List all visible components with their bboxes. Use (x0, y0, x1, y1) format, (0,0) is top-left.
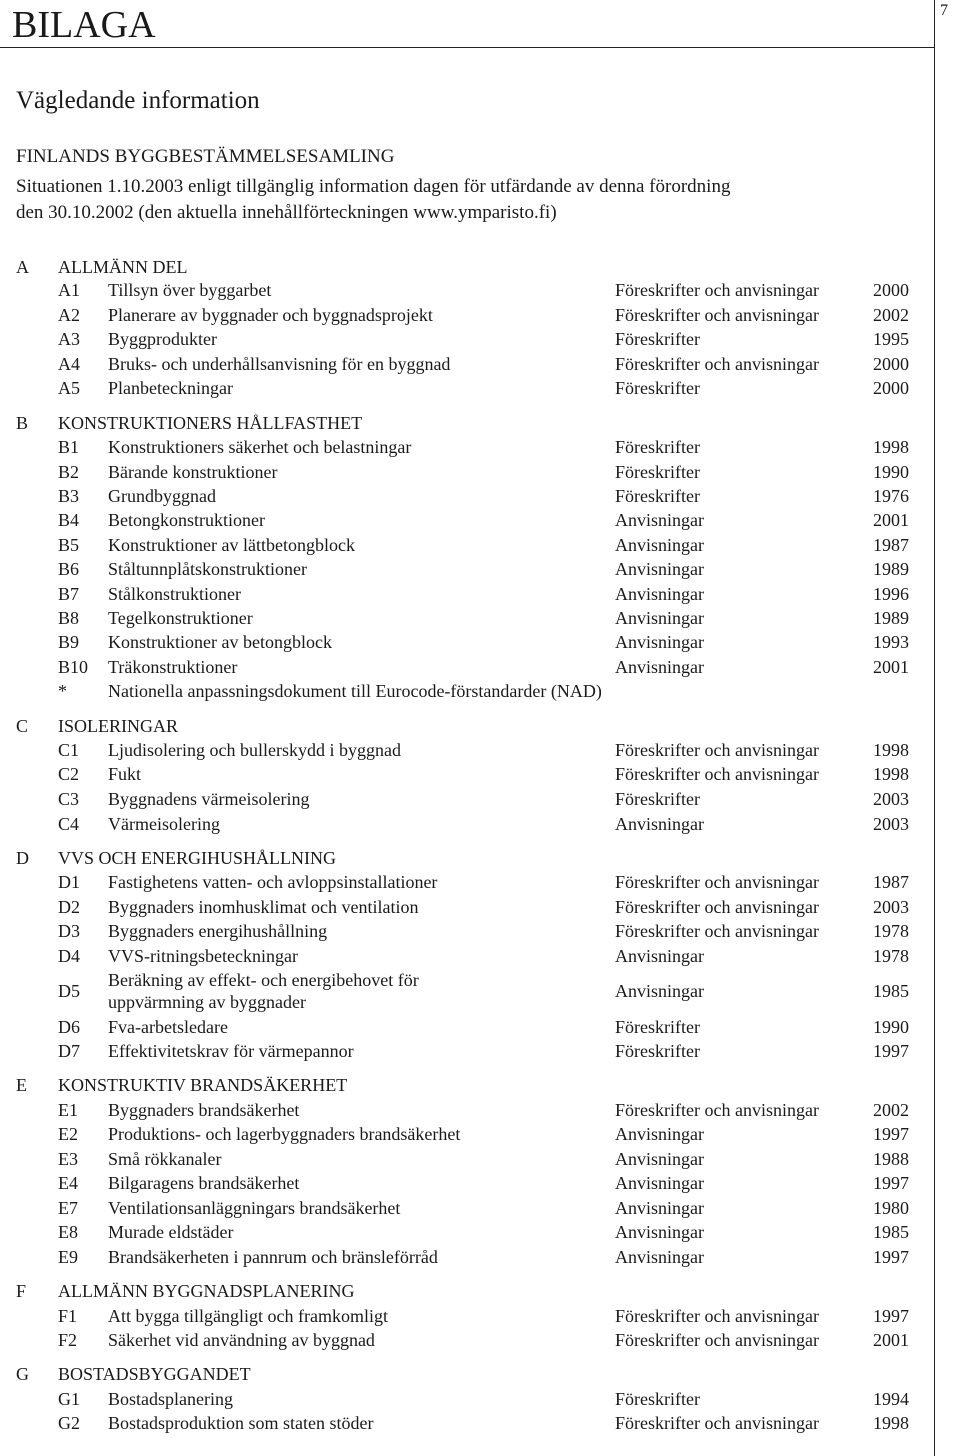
section-title: KONSTRUKTIV BRANDSÄKERHET (58, 1075, 348, 1095)
item-code: B10 (58, 657, 89, 677)
item-name: Byggnadens värmeisolering (108, 789, 310, 809)
item-name: Bostadsproduktion som staten stöder (108, 1413, 374, 1433)
item-name: Byggnaders energihushållning (108, 921, 328, 941)
item-type: Anvisningar (615, 1198, 704, 1218)
item-name: Tegelkonstruktioner (108, 608, 253, 628)
item-name: Planerare av byggnader och byggnadsprojekt (108, 305, 433, 325)
item-code: E7 (58, 1198, 78, 1218)
item-code: A5 (58, 378, 80, 398)
item-name: Bostadsplanering (108, 1389, 233, 1409)
item-type: Föreskrifter och anvisningar (615, 897, 819, 917)
item-name: Ljudisolering och bullerskydd i byggnad (108, 740, 401, 760)
item-code: C3 (58, 789, 80, 809)
item-year: 1989 (873, 559, 909, 579)
item-name: Konstruktioner av lättbetongblock (108, 535, 355, 555)
item-year: 2003 (873, 897, 909, 917)
item-name: Grundbyggnad (108, 486, 216, 506)
item-type: Föreskrifter (615, 789, 700, 809)
item-type: Föreskrifter och anvisningar (615, 740, 819, 760)
item-type: Anvisningar (615, 1173, 704, 1193)
section-title: VVS OCH ENERGIHUSHÅLLNING (58, 848, 336, 868)
item-type: Anvisningar (615, 608, 704, 628)
item-code: D5 (58, 981, 80, 1001)
item-type: Anvisningar (615, 1124, 704, 1144)
item-code: A3 (58, 329, 80, 349)
item-year: 1990 (873, 1017, 909, 1037)
item-type: Föreskrifter och anvisningar (615, 921, 819, 941)
item-code: C4 (58, 814, 80, 834)
item-name: Betongkonstruktioner (108, 510, 265, 530)
section-title: ALLMÄNN BYGGNADSPLANERING (58, 1281, 355, 1301)
item-name: Ventilationsanläggningars brandsäkerhet (108, 1198, 401, 1218)
item-year: 1987 (873, 535, 909, 555)
status-line-1: Situationen 1.10.2003 enligt tillgänglig information dagen för utfärdande av denna förordning (16, 176, 731, 197)
item-name: Säkerhet vid användning av byggnad (108, 1330, 375, 1350)
item-type: Anvisningar (615, 632, 704, 652)
section-title: KONSTRUKTIONERS HÅLLFASTHET (58, 413, 363, 433)
item-code: * (58, 681, 67, 701)
item-type: Anvisningar (615, 1247, 704, 1267)
item-type: Föreskrifter och anvisningar (615, 354, 819, 374)
item-type: Anvisningar (615, 584, 704, 604)
item-name: Fastighetens vatten- och avloppsinstallationer (108, 872, 438, 892)
item-year: 2000 (873, 378, 909, 398)
section-letter: D (16, 848, 29, 868)
item-year: 2001 (873, 657, 909, 677)
section-letter: F (16, 1281, 27, 1301)
item-name: Värmeisolering (108, 814, 220, 834)
item-code: D4 (58, 946, 80, 966)
page-number: 7 (940, 2, 948, 19)
item-type: Anvisningar (615, 946, 704, 966)
item-year: 1997 (873, 1124, 909, 1144)
collection-heading: FINLANDS BYGGBESTÄMMELSESAMLING (16, 146, 395, 167)
item-year: 1990 (873, 462, 909, 482)
item-name: Bärande konstruktioner (108, 462, 278, 482)
item-type: Föreskrifter och anvisningar (615, 1413, 819, 1433)
item-name: Effektivitetskrav för värmepannor (108, 1041, 354, 1061)
item-type: Föreskrifter (615, 437, 700, 457)
item-code: A1 (58, 280, 80, 300)
item-code: B9 (58, 632, 80, 652)
item-type: Anvisningar (615, 1149, 704, 1169)
section-letter: C (16, 716, 29, 736)
item-type: Föreskrifter (615, 1041, 700, 1061)
item-type: Föreskrifter och anvisningar (615, 1100, 819, 1120)
item-name: Beräkning av effekt- och energibehovet för uppvärmning av byggnader (108, 970, 419, 1012)
item-name: Konstruktioners säkerhet och belastningar (108, 437, 412, 457)
item-code: D7 (58, 1041, 80, 1061)
item-name: Byggnaders inomhusklimat och ventilation (108, 897, 419, 917)
item-type: Föreskrifter och anvisningar (615, 1306, 819, 1326)
item-name: Fukt (108, 764, 142, 784)
item-year: 1978 (873, 946, 909, 966)
item-type: Anvisningar (615, 814, 704, 834)
item-type: Föreskrifter och anvisningar (615, 764, 819, 784)
item-name: Murade eldstäder (108, 1222, 234, 1242)
item-name: Konstruktioner av betongblock (108, 632, 332, 652)
item-code: G2 (58, 1413, 80, 1433)
item-year: 1997 (873, 1306, 909, 1326)
item-year: 1998 (873, 1413, 909, 1433)
item-name: Byggnaders brandsäkerhet (108, 1100, 300, 1120)
item-type: Föreskrifter och anvisningar (615, 305, 819, 325)
item-name: Brandsäkerheten i pannrum och bränsleförråd (108, 1247, 438, 1267)
item-code: E8 (58, 1222, 78, 1242)
item-code: B3 (58, 486, 80, 506)
item-code: B6 (58, 559, 80, 579)
item-name: Träkonstruktioner (108, 657, 238, 677)
item-type: Föreskrifter och anvisningar (615, 1330, 819, 1350)
item-code: G1 (58, 1389, 80, 1409)
item-code: A2 (58, 305, 80, 325)
item-year: 1987 (873, 872, 909, 892)
item-type: Anvisningar (615, 559, 704, 579)
item-year: 2003 (873, 789, 909, 809)
section-letter: G (16, 1364, 29, 1384)
item-type: Föreskrifter (615, 462, 700, 482)
item-year: 1997 (873, 1247, 909, 1267)
item-type: Föreskrifter och anvisningar (615, 280, 819, 300)
item-year: 2003 (873, 814, 909, 834)
item-code: D6 (58, 1017, 80, 1037)
section-title: BOSTADSBYGGANDET (58, 1364, 251, 1384)
item-year: 1985 (873, 1222, 909, 1242)
item-name: Ståltunnplåtskonstruktioner (108, 559, 307, 579)
section-title: ALLMÄNN DEL (58, 257, 188, 277)
guidance-title: Vägledande information (16, 87, 260, 114)
item-year: 1985 (873, 981, 909, 1001)
item-name: Planbeteckningar (108, 378, 233, 398)
item-code: D2 (58, 897, 80, 917)
item-year: 1980 (873, 1198, 909, 1218)
item-year: 1988 (873, 1149, 909, 1169)
item-code: C1 (58, 740, 80, 760)
item-year: 1993 (873, 632, 909, 652)
item-type: Anvisningar (615, 981, 704, 1001)
section-letter: E (16, 1075, 27, 1095)
item-name: Tillsyn över byggarbet (108, 280, 272, 300)
item-code: E3 (58, 1149, 78, 1169)
item-name: VVS-ritningsbeteckningar (108, 946, 298, 966)
item-code: D1 (58, 872, 80, 892)
item-code: B4 (58, 510, 80, 530)
item-name: Stålkonstruktioner (108, 584, 241, 604)
item-code: B7 (58, 584, 80, 604)
item-code: C2 (58, 764, 80, 784)
section-letter: B (16, 413, 29, 433)
item-type: Föreskrifter (615, 1017, 700, 1037)
item-year: 2002 (873, 1100, 909, 1120)
section-title: ISOLERINGAR (58, 716, 178, 736)
item-name: Små rökkanaler (108, 1149, 222, 1169)
item-code: E9 (58, 1247, 78, 1267)
item-code: E1 (58, 1100, 78, 1120)
item-code: E4 (58, 1173, 78, 1193)
item-code: B2 (58, 462, 80, 482)
item-code: E2 (58, 1124, 78, 1144)
item-type: Anvisningar (615, 1222, 704, 1242)
item-year: 1998 (873, 740, 909, 760)
item-name: Att bygga tillgängligt och framkomligt (108, 1306, 388, 1326)
item-type: Anvisningar (615, 510, 704, 530)
item-year: 2001 (873, 1330, 909, 1350)
item-name: Produktions- och lagerbyggnaders brandsäkerhet (108, 1124, 461, 1144)
item-name: Bruks- och underhållsanvisning för en byggnad (108, 354, 451, 374)
item-type: Föreskrifter (615, 1389, 700, 1409)
item-name: Nationella anpassningsdokument till Eurocode-förstandarder (NAD) (108, 681, 602, 701)
item-year: 1989 (873, 608, 909, 628)
item-year: 1997 (873, 1041, 909, 1061)
status-line-2: den 30.10.2002 (den aktuella innehållförteckningen www.ymparisto.fi) (16, 202, 557, 223)
item-year: 1978 (873, 921, 909, 941)
item-code: B5 (58, 535, 80, 555)
margin-divider (934, 0, 935, 1456)
item-code: F2 (58, 1330, 78, 1350)
section-letter: A (16, 257, 29, 277)
item-type: Föreskrifter (615, 329, 700, 349)
item-year: 1997 (873, 1173, 909, 1193)
item-name: Bilgaragens brandsäkerhet (108, 1173, 300, 1193)
item-code: D3 (58, 921, 80, 941)
item-year: 1998 (873, 437, 909, 457)
item-type: Föreskrifter (615, 378, 700, 398)
item-type: Föreskrifter (615, 486, 700, 506)
item-year: 2001 (873, 510, 909, 530)
item-code: F1 (58, 1306, 78, 1326)
item-year: 2000 (873, 280, 909, 300)
item-type: Anvisningar (615, 535, 704, 555)
item-code: B1 (58, 437, 80, 457)
item-code: B8 (58, 608, 80, 628)
item-type: Föreskrifter och anvisningar (615, 872, 819, 892)
item-year: 1996 (873, 584, 909, 604)
item-year: 1976 (873, 486, 909, 506)
page-title: BILAGA (12, 4, 156, 46)
item-year: 1994 (873, 1389, 909, 1409)
item-year: 2000 (873, 354, 909, 374)
item-year: 1995 (873, 329, 909, 349)
item-code: A4 (58, 354, 80, 374)
item-name: Fva-arbetsledare (108, 1017, 228, 1037)
item-type: Anvisningar (615, 657, 704, 677)
item-year: 1998 (873, 764, 909, 784)
item-name: Byggprodukter (108, 329, 217, 349)
item-year: 2002 (873, 305, 909, 325)
